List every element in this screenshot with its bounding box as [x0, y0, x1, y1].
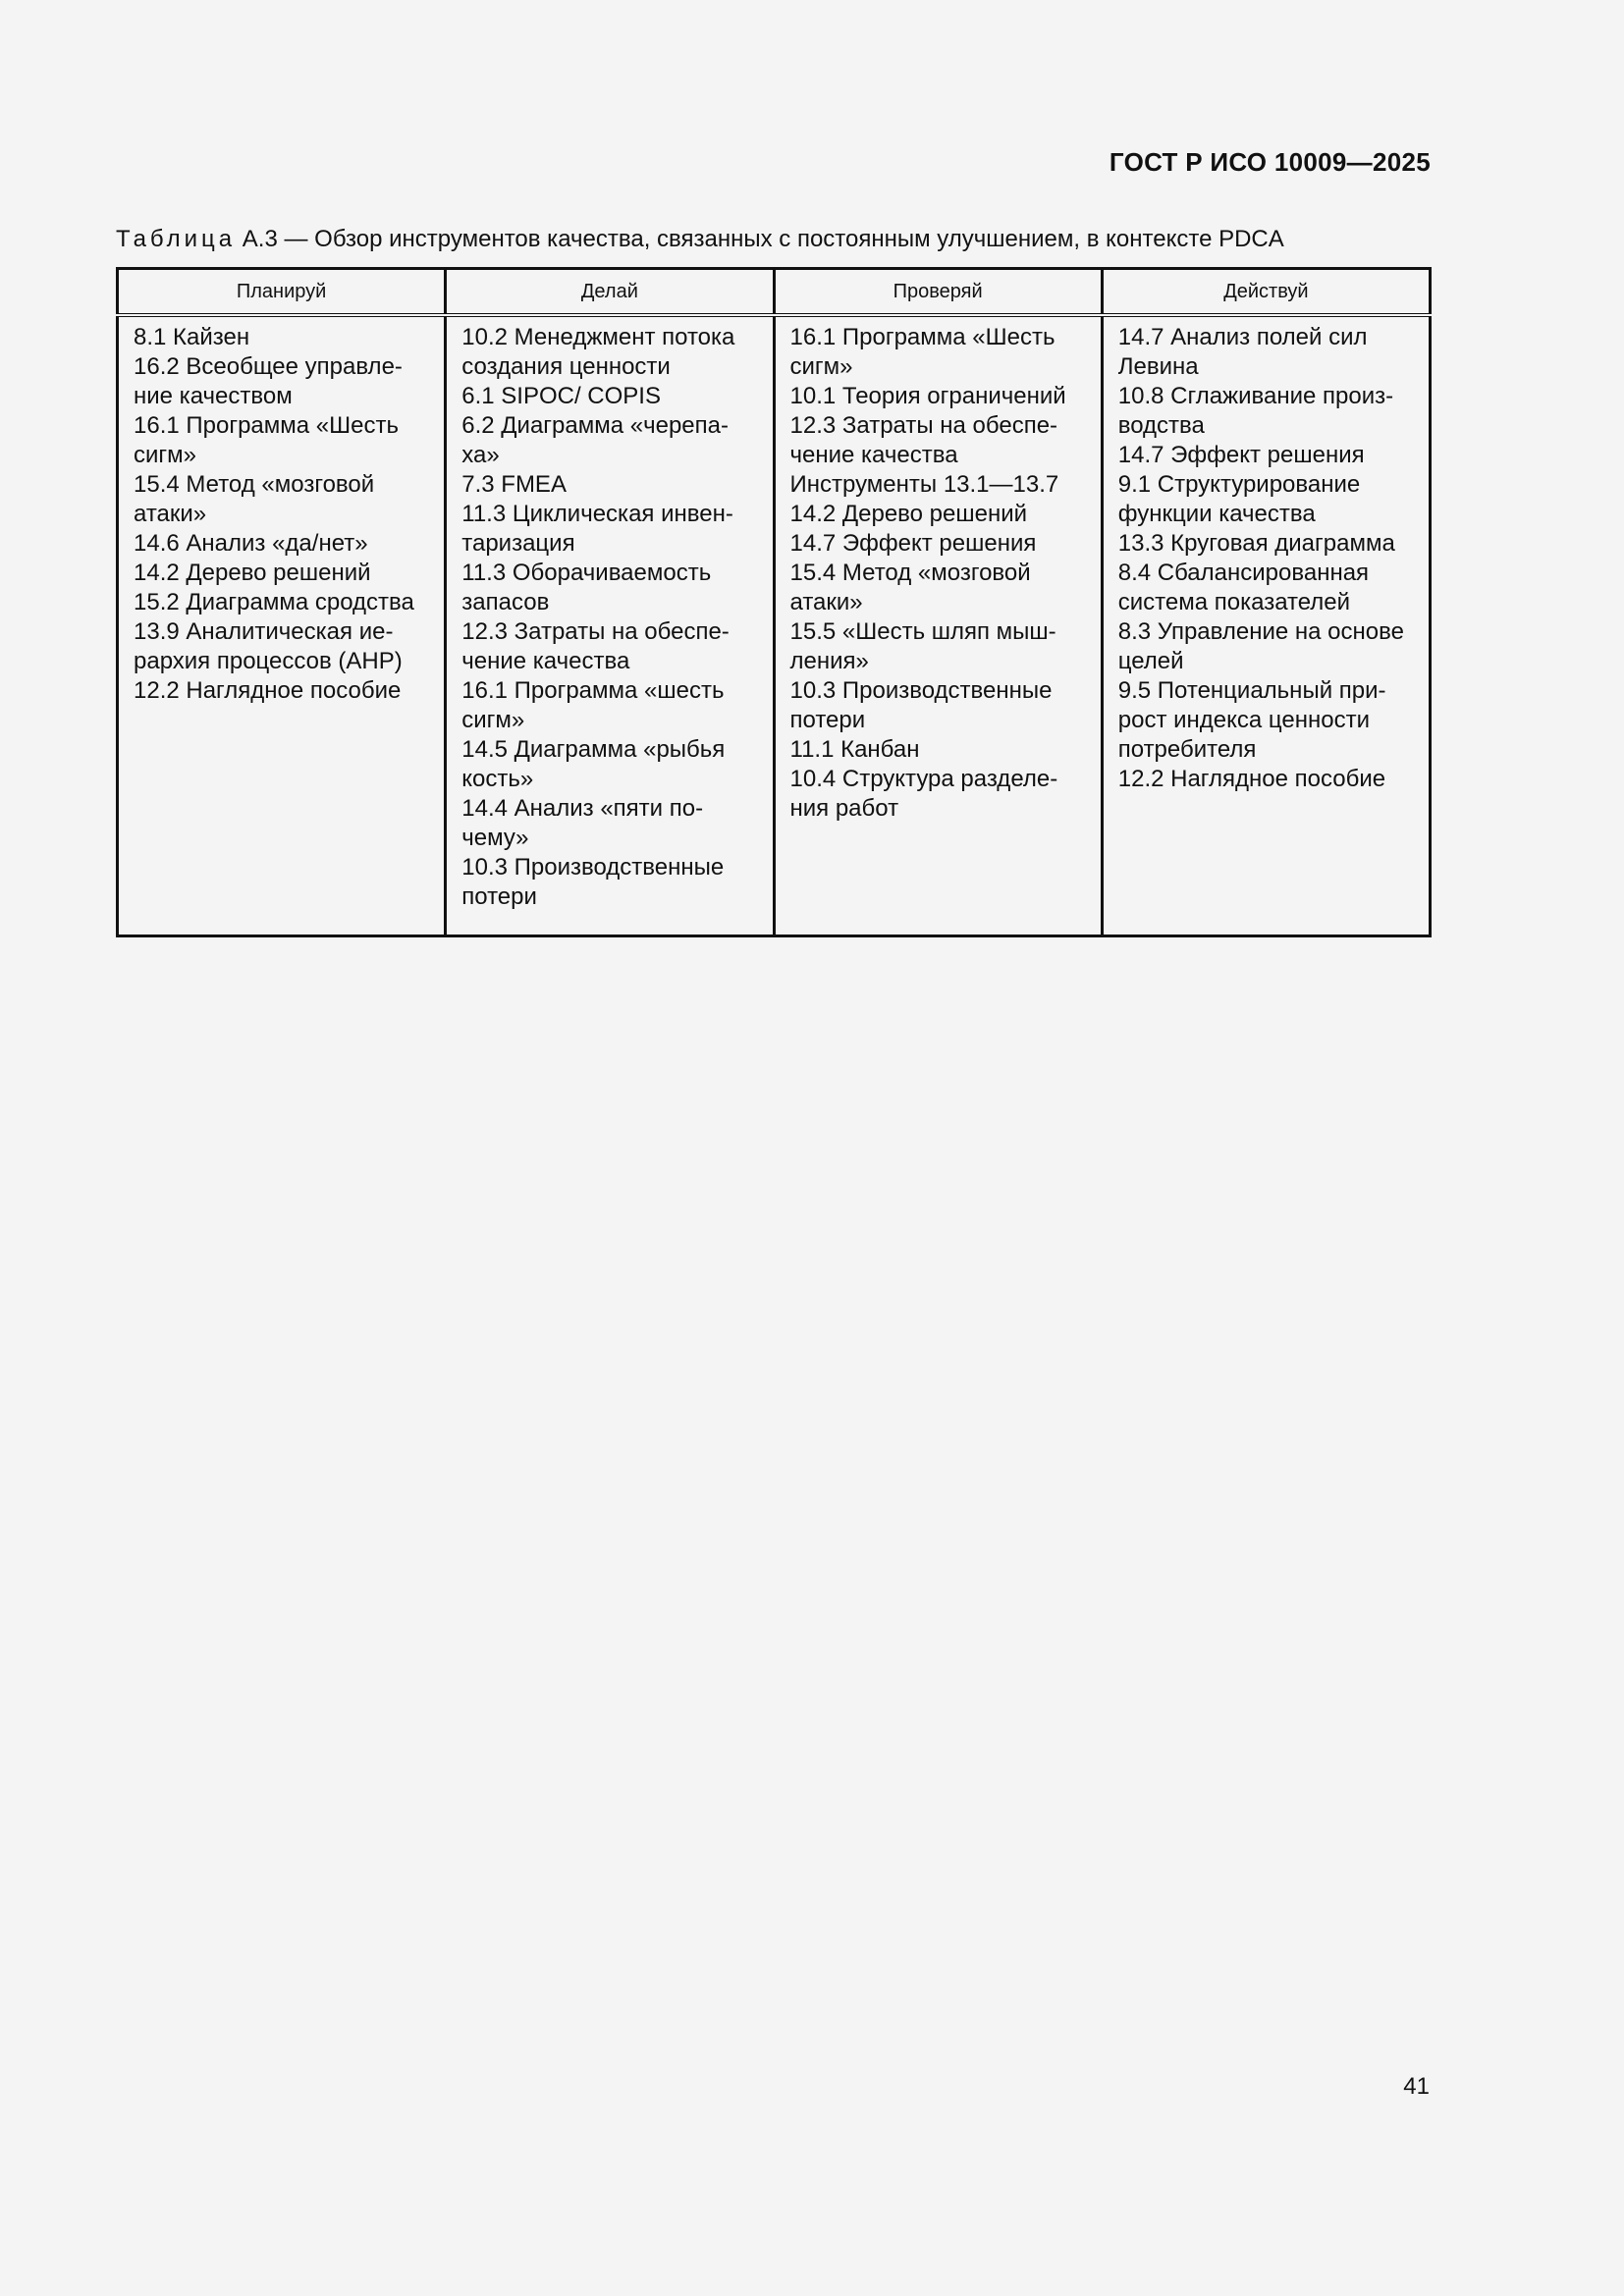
cell-line: 14.7 Эффект решения — [789, 530, 1037, 557]
cell-line: рост индекса ценности — [1117, 707, 1370, 733]
cell-line: 14.7 Эффект решения — [1117, 442, 1365, 468]
cell-line: ние качеством — [134, 383, 293, 409]
cell-line: чение качества — [461, 648, 630, 674]
cell-line: потери — [789, 707, 866, 733]
cell-line: 10.4 Структура разделе- — [789, 766, 1058, 792]
cell-act — [1102, 315, 1430, 936]
table-caption-label: Таблица — [116, 226, 237, 252]
column-header-check: Проверяй — [774, 269, 1102, 316]
cell-line: 10.1 Теория ограничений — [789, 383, 1066, 409]
cell-line: 8.3 Управление на основе — [1117, 618, 1404, 645]
column-header-do: Делай — [446, 269, 774, 316]
cell-line: 11.3 Оборачиваемость — [461, 560, 712, 586]
cell-do — [446, 315, 774, 936]
table-caption-title: — Обзор инструментов качества, связанных с постоянным улучшением, в контексте PDCA — [277, 226, 1284, 252]
cell-line: 6.1 SIPOC/ COPIS — [461, 383, 661, 409]
cell-line: 16.1 Программа «шесть — [461, 677, 725, 704]
cell-line: 9.5 Потенциальный при- — [1117, 677, 1386, 704]
cell-line: таризация — [461, 530, 575, 557]
cell-line: сигм» — [461, 707, 525, 733]
cell-line: 14.2 Дерево решений — [789, 501, 1028, 527]
cell-line: 14.5 Диаграмма «рыбья — [461, 736, 726, 763]
cell-line: потери — [461, 883, 537, 910]
column-header-plan: Планируй — [118, 269, 446, 316]
cell-line: сигм» — [134, 442, 197, 468]
cell-line: 9.1 Структурирование — [1117, 471, 1361, 498]
cell-line: 12.3 Затраты на обеспе- — [461, 618, 730, 645]
cell-line: потребителя — [1117, 736, 1257, 763]
cell-check — [774, 315, 1102, 936]
cell-plan — [118, 315, 446, 936]
cell-line: сигм» — [789, 353, 853, 380]
cell-line: рархия процессов (AHP) — [134, 648, 403, 674]
cell-line: 12.2 Наглядное пособие — [134, 677, 402, 704]
cell-line: кость» — [461, 766, 534, 792]
cell-line: 7.3 FMEA — [461, 471, 567, 498]
cell-line: функции качества — [1117, 501, 1316, 527]
cell-line: 8.1 Кайзен — [134, 324, 250, 350]
cell-line: ления» — [789, 648, 869, 674]
cell-line: 15.4 Метод «мозговой — [789, 560, 1031, 586]
column-header-act: Действуй — [1102, 269, 1430, 316]
cell-line: 11.3 Циклическая инвен- — [461, 501, 733, 527]
cell-line: система показателей — [1117, 589, 1351, 615]
cell-line: 12.2 Наглядное пособие — [1117, 766, 1386, 792]
cell-line: 15.2 Диаграмма сродства — [134, 589, 414, 615]
cell-line: 14.6 Анализ «да/нет» — [134, 530, 368, 557]
cell-line: 13.9 Аналитическая ие- — [134, 618, 394, 645]
cell-line: целей — [1117, 648, 1184, 674]
cell-line: 10.8 Сглаживание произ- — [1117, 383, 1394, 409]
cell-line: 8.4 Сбалансированная — [1117, 560, 1370, 586]
cell-line: создания ценности — [461, 353, 671, 380]
cell-line: 14.4 Анализ «пяти по- — [461, 795, 704, 822]
table-header-row — [118, 269, 1431, 316]
cell-line: 14.2 Дерево решений — [134, 560, 371, 586]
cell-line: Инструменты 13.1—13.7 — [789, 471, 1059, 498]
pdca-tools-table — [116, 267, 1432, 937]
cell-line: 10.3 Производственные — [461, 854, 725, 881]
cell-line: атаки» — [789, 589, 863, 615]
cell-line: чему» — [461, 825, 529, 851]
table-caption-number: А.3 — [236, 226, 278, 252]
cell-line: 6.2 Диаграмма «черепа- — [461, 412, 729, 439]
cell-line: 16.1 Программа «Шесть — [789, 324, 1056, 350]
cell-line: запасов — [461, 589, 550, 615]
cell-line: 10.3 Производственные — [789, 677, 1053, 704]
cell-line: 12.3 Затраты на обеспе- — [789, 412, 1058, 439]
table-caption — [116, 226, 1284, 253]
cell-line: 11.1 Канбан — [789, 736, 920, 763]
cell-line: 16.2 Всеобщее управле- — [134, 353, 403, 380]
standard-id-header: ГОСТ Р ИСО 10009—2025 — [1109, 147, 1431, 177]
cell-line: чение качества — [789, 442, 958, 468]
cell-line: ния работ — [789, 795, 899, 822]
cell-line: 15.5 «Шесть шляп мыш- — [789, 618, 1056, 645]
cell-line: ха» — [461, 442, 500, 468]
cell-line: 14.7 Анализ полей сил — [1117, 324, 1368, 350]
cell-line: 13.3 Круговая диаграмма — [1117, 530, 1395, 557]
cell-line: Левина — [1117, 353, 1199, 380]
cell-line: водства — [1117, 412, 1205, 439]
table-row — [118, 315, 1431, 936]
cell-line: атаки» — [134, 501, 207, 527]
cell-line: 15.4 Метод «мозговой — [134, 471, 375, 498]
cell-line: 10.2 Менеджмент потока — [461, 324, 735, 350]
cell-line: 16.1 Программа «Шесть — [134, 412, 399, 439]
page-number: 41 — [1403, 2073, 1430, 2100]
